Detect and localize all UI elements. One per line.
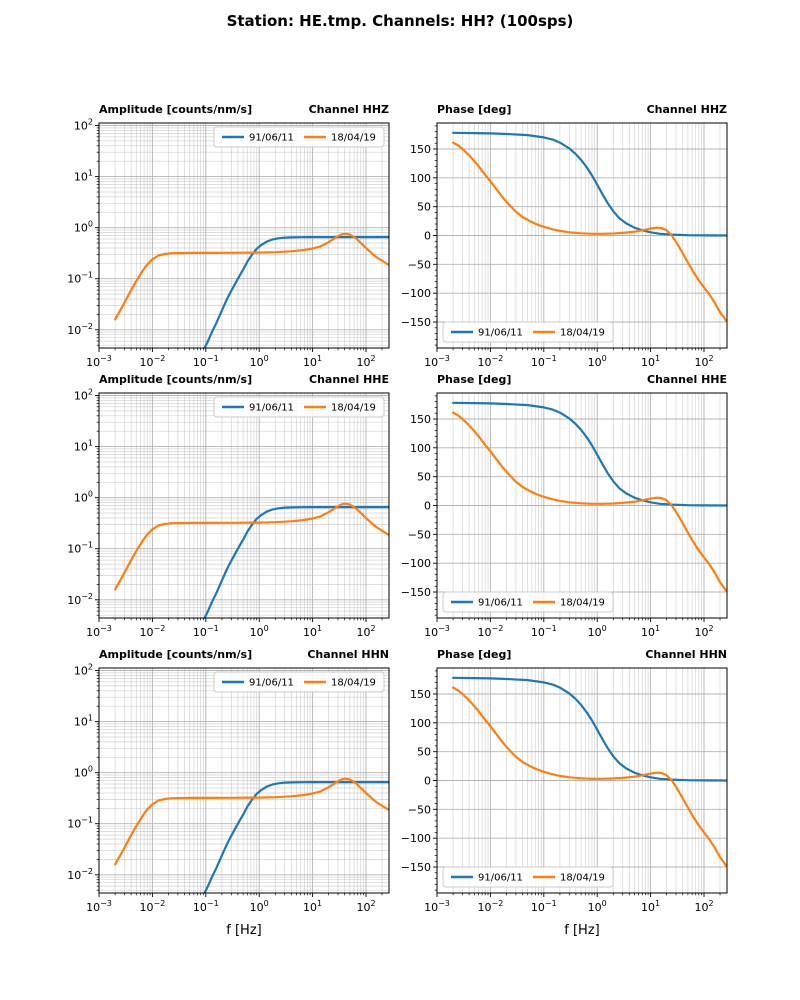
svg-text:10−1: $10^{-1}$ bbox=[192, 624, 219, 639]
amplitude-axis-title: Amplitude [counts/nm/s] bbox=[99, 648, 253, 661]
subplot-phase-hhz bbox=[390, 101, 735, 394]
svg-text:101: $10^1$ bbox=[73, 438, 93, 454]
channel-title-hhn: Channel HHN bbox=[645, 648, 727, 661]
svg-text:101: $10^1$ bbox=[303, 354, 323, 369]
svg-text:10−2: $10^{-2}$ bbox=[67, 321, 93, 337]
subplot-phase-hhn bbox=[390, 646, 735, 939]
subplot-amplitude-hhe bbox=[52, 371, 397, 664]
phase-plot-hhn bbox=[390, 662, 735, 933]
phase-plot-hhe bbox=[390, 387, 735, 658]
svg-text:18/04/19: 18/04/19 bbox=[560, 872, 605, 884]
svg-text:10−3: $10^{-3}$ bbox=[424, 624, 450, 639]
svg-text:10−1: $10^{-1}$ bbox=[530, 899, 557, 914]
svg-text:10−2: $10^{-2}$ bbox=[67, 866, 93, 882]
svg-text:10−3: $10^{-3}$ bbox=[86, 354, 112, 369]
svg-text:100: $10^0$ bbox=[249, 624, 269, 639]
svg-text:10−1: $10^{-1}$ bbox=[67, 540, 93, 556]
amplitude-plot-hhe bbox=[52, 387, 397, 658]
figure-title: Station: HE.tmp. Channels: HH? (100sps) bbox=[226, 12, 574, 30]
subplot-amplitude-hhn bbox=[52, 646, 397, 939]
svg-text:10−2: $10^{-2}$ bbox=[139, 354, 166, 369]
amplitude-axis-title: Amplitude [counts/nm/s] bbox=[99, 103, 253, 116]
svg-text:101: $10^1$ bbox=[303, 624, 323, 639]
svg-text:10−3: $10^{-3}$ bbox=[86, 624, 112, 639]
svg-text:102: $10^2$ bbox=[356, 624, 376, 639]
svg-text:18/04/19: 18/04/19 bbox=[560, 597, 605, 609]
channel-title-hhz: Channel HHZ bbox=[646, 103, 727, 116]
channel-title-hhn: Channel HHN bbox=[307, 648, 389, 661]
svg-text:0: 0 bbox=[424, 229, 431, 243]
svg-text:−100: −100 bbox=[400, 287, 431, 301]
svg-text:10−3: $10^{-3}$ bbox=[424, 899, 450, 914]
svg-text:91/06/11: 91/06/11 bbox=[249, 132, 294, 144]
svg-text:100: 100 bbox=[410, 441, 431, 455]
svg-text:100: $10^0$ bbox=[73, 489, 93, 505]
svg-text:101: $10^1$ bbox=[641, 624, 661, 639]
svg-text:101: $10^1$ bbox=[303, 899, 323, 914]
amplitude-plot-hhz bbox=[52, 117, 397, 388]
svg-text:102: $10^2$ bbox=[694, 354, 714, 369]
svg-text:102: $10^2$ bbox=[73, 387, 93, 403]
svg-text:−50: −50 bbox=[407, 803, 431, 817]
svg-text:−150: −150 bbox=[400, 316, 431, 329]
svg-text:0: 0 bbox=[424, 499, 431, 513]
svg-text:91/06/11: 91/06/11 bbox=[478, 597, 523, 609]
svg-text:−150: −150 bbox=[400, 861, 431, 874]
svg-text:10−1: $10^{-1}$ bbox=[192, 354, 219, 369]
svg-text:10−2: $10^{-2}$ bbox=[477, 899, 504, 914]
amplitude-axis-title: Amplitude [counts/nm/s] bbox=[99, 373, 253, 386]
svg-text:101: $10^1$ bbox=[73, 713, 93, 729]
x-axis-label: f [Hz] bbox=[564, 923, 600, 938]
svg-text:100: $10^0$ bbox=[249, 899, 269, 914]
svg-text:−100: −100 bbox=[400, 832, 431, 846]
svg-text:91/06/11: 91/06/11 bbox=[249, 402, 294, 414]
channel-title-hhz: Channel HHZ bbox=[308, 103, 389, 116]
svg-text:102: $10^2$ bbox=[73, 117, 93, 133]
svg-text:10−3: $10^{-3}$ bbox=[424, 354, 450, 369]
svg-text:100: $10^0$ bbox=[73, 764, 93, 780]
svg-text:10−3: $10^{-3}$ bbox=[86, 899, 112, 914]
phase-axis-title: Phase [deg] bbox=[437, 103, 512, 116]
svg-text:10−1: $10^{-1}$ bbox=[67, 815, 93, 831]
svg-text:50: 50 bbox=[417, 200, 431, 214]
svg-text:18/04/19: 18/04/19 bbox=[331, 402, 376, 414]
svg-text:100: 100 bbox=[410, 716, 431, 730]
svg-text:10−2: $10^{-2}$ bbox=[139, 624, 166, 639]
svg-text:10−2: $10^{-2}$ bbox=[139, 899, 166, 914]
svg-text:50: 50 bbox=[417, 470, 431, 484]
svg-text:10−1: $10^{-1}$ bbox=[192, 899, 219, 914]
svg-text:91/06/11: 91/06/11 bbox=[478, 327, 523, 339]
amplitude-plot-hhn bbox=[52, 662, 397, 933]
svg-text:10−1: $10^{-1}$ bbox=[530, 354, 557, 369]
svg-text:100: 100 bbox=[410, 171, 431, 185]
svg-text:18/04/19: 18/04/19 bbox=[560, 327, 605, 339]
svg-text:−50: −50 bbox=[407, 528, 431, 542]
svg-text:100: $10^0$ bbox=[73, 219, 93, 235]
subplot-amplitude-hhz bbox=[52, 101, 397, 394]
phase-axis-title: Phase [deg] bbox=[437, 648, 512, 661]
svg-text:−100: −100 bbox=[400, 557, 431, 571]
svg-text:100: $10^0$ bbox=[587, 354, 607, 369]
svg-text:10−2: $10^{-2}$ bbox=[477, 354, 504, 369]
svg-text:101: $10^1$ bbox=[641, 899, 661, 914]
x-axis-label: f [Hz] bbox=[226, 923, 262, 938]
svg-text:102: $10^2$ bbox=[694, 624, 714, 639]
svg-text:91/06/11: 91/06/11 bbox=[249, 677, 294, 689]
svg-text:102: $10^2$ bbox=[356, 899, 376, 914]
phase-axis-title: Phase [deg] bbox=[437, 373, 512, 386]
channel-title-hhe: Channel HHE bbox=[309, 373, 389, 386]
svg-text:100: $10^0$ bbox=[249, 354, 269, 369]
svg-text:102: $10^2$ bbox=[694, 899, 714, 914]
svg-text:100: $10^0$ bbox=[587, 899, 607, 914]
svg-text:0: 0 bbox=[424, 774, 431, 788]
svg-text:−50: −50 bbox=[407, 258, 431, 272]
svg-text:10−1: $10^{-1}$ bbox=[67, 270, 93, 286]
svg-text:50: 50 bbox=[417, 745, 431, 759]
svg-text:91/06/11: 91/06/11 bbox=[478, 872, 523, 884]
svg-text:150: 150 bbox=[410, 413, 431, 426]
svg-text:10−2: $10^{-2}$ bbox=[477, 624, 504, 639]
svg-text:100: $10^0$ bbox=[587, 624, 607, 639]
svg-text:10−2: $10^{-2}$ bbox=[67, 591, 93, 607]
svg-text:10−1: $10^{-1}$ bbox=[530, 624, 557, 639]
svg-text:101: $10^1$ bbox=[73, 168, 93, 184]
svg-text:102: $10^2$ bbox=[356, 354, 376, 369]
svg-text:150: 150 bbox=[410, 688, 431, 701]
svg-text:−150: −150 bbox=[400, 586, 431, 599]
svg-text:18/04/19: 18/04/19 bbox=[331, 132, 376, 144]
svg-text:18/04/19: 18/04/19 bbox=[331, 677, 376, 689]
svg-text:101: $10^1$ bbox=[641, 354, 661, 369]
svg-text:102: $10^2$ bbox=[73, 662, 93, 678]
subplot-phase-hhe bbox=[390, 371, 735, 664]
phase-plot-hhz bbox=[390, 117, 735, 388]
svg-text:150: 150 bbox=[410, 143, 431, 156]
channel-title-hhe: Channel HHE bbox=[647, 373, 727, 386]
